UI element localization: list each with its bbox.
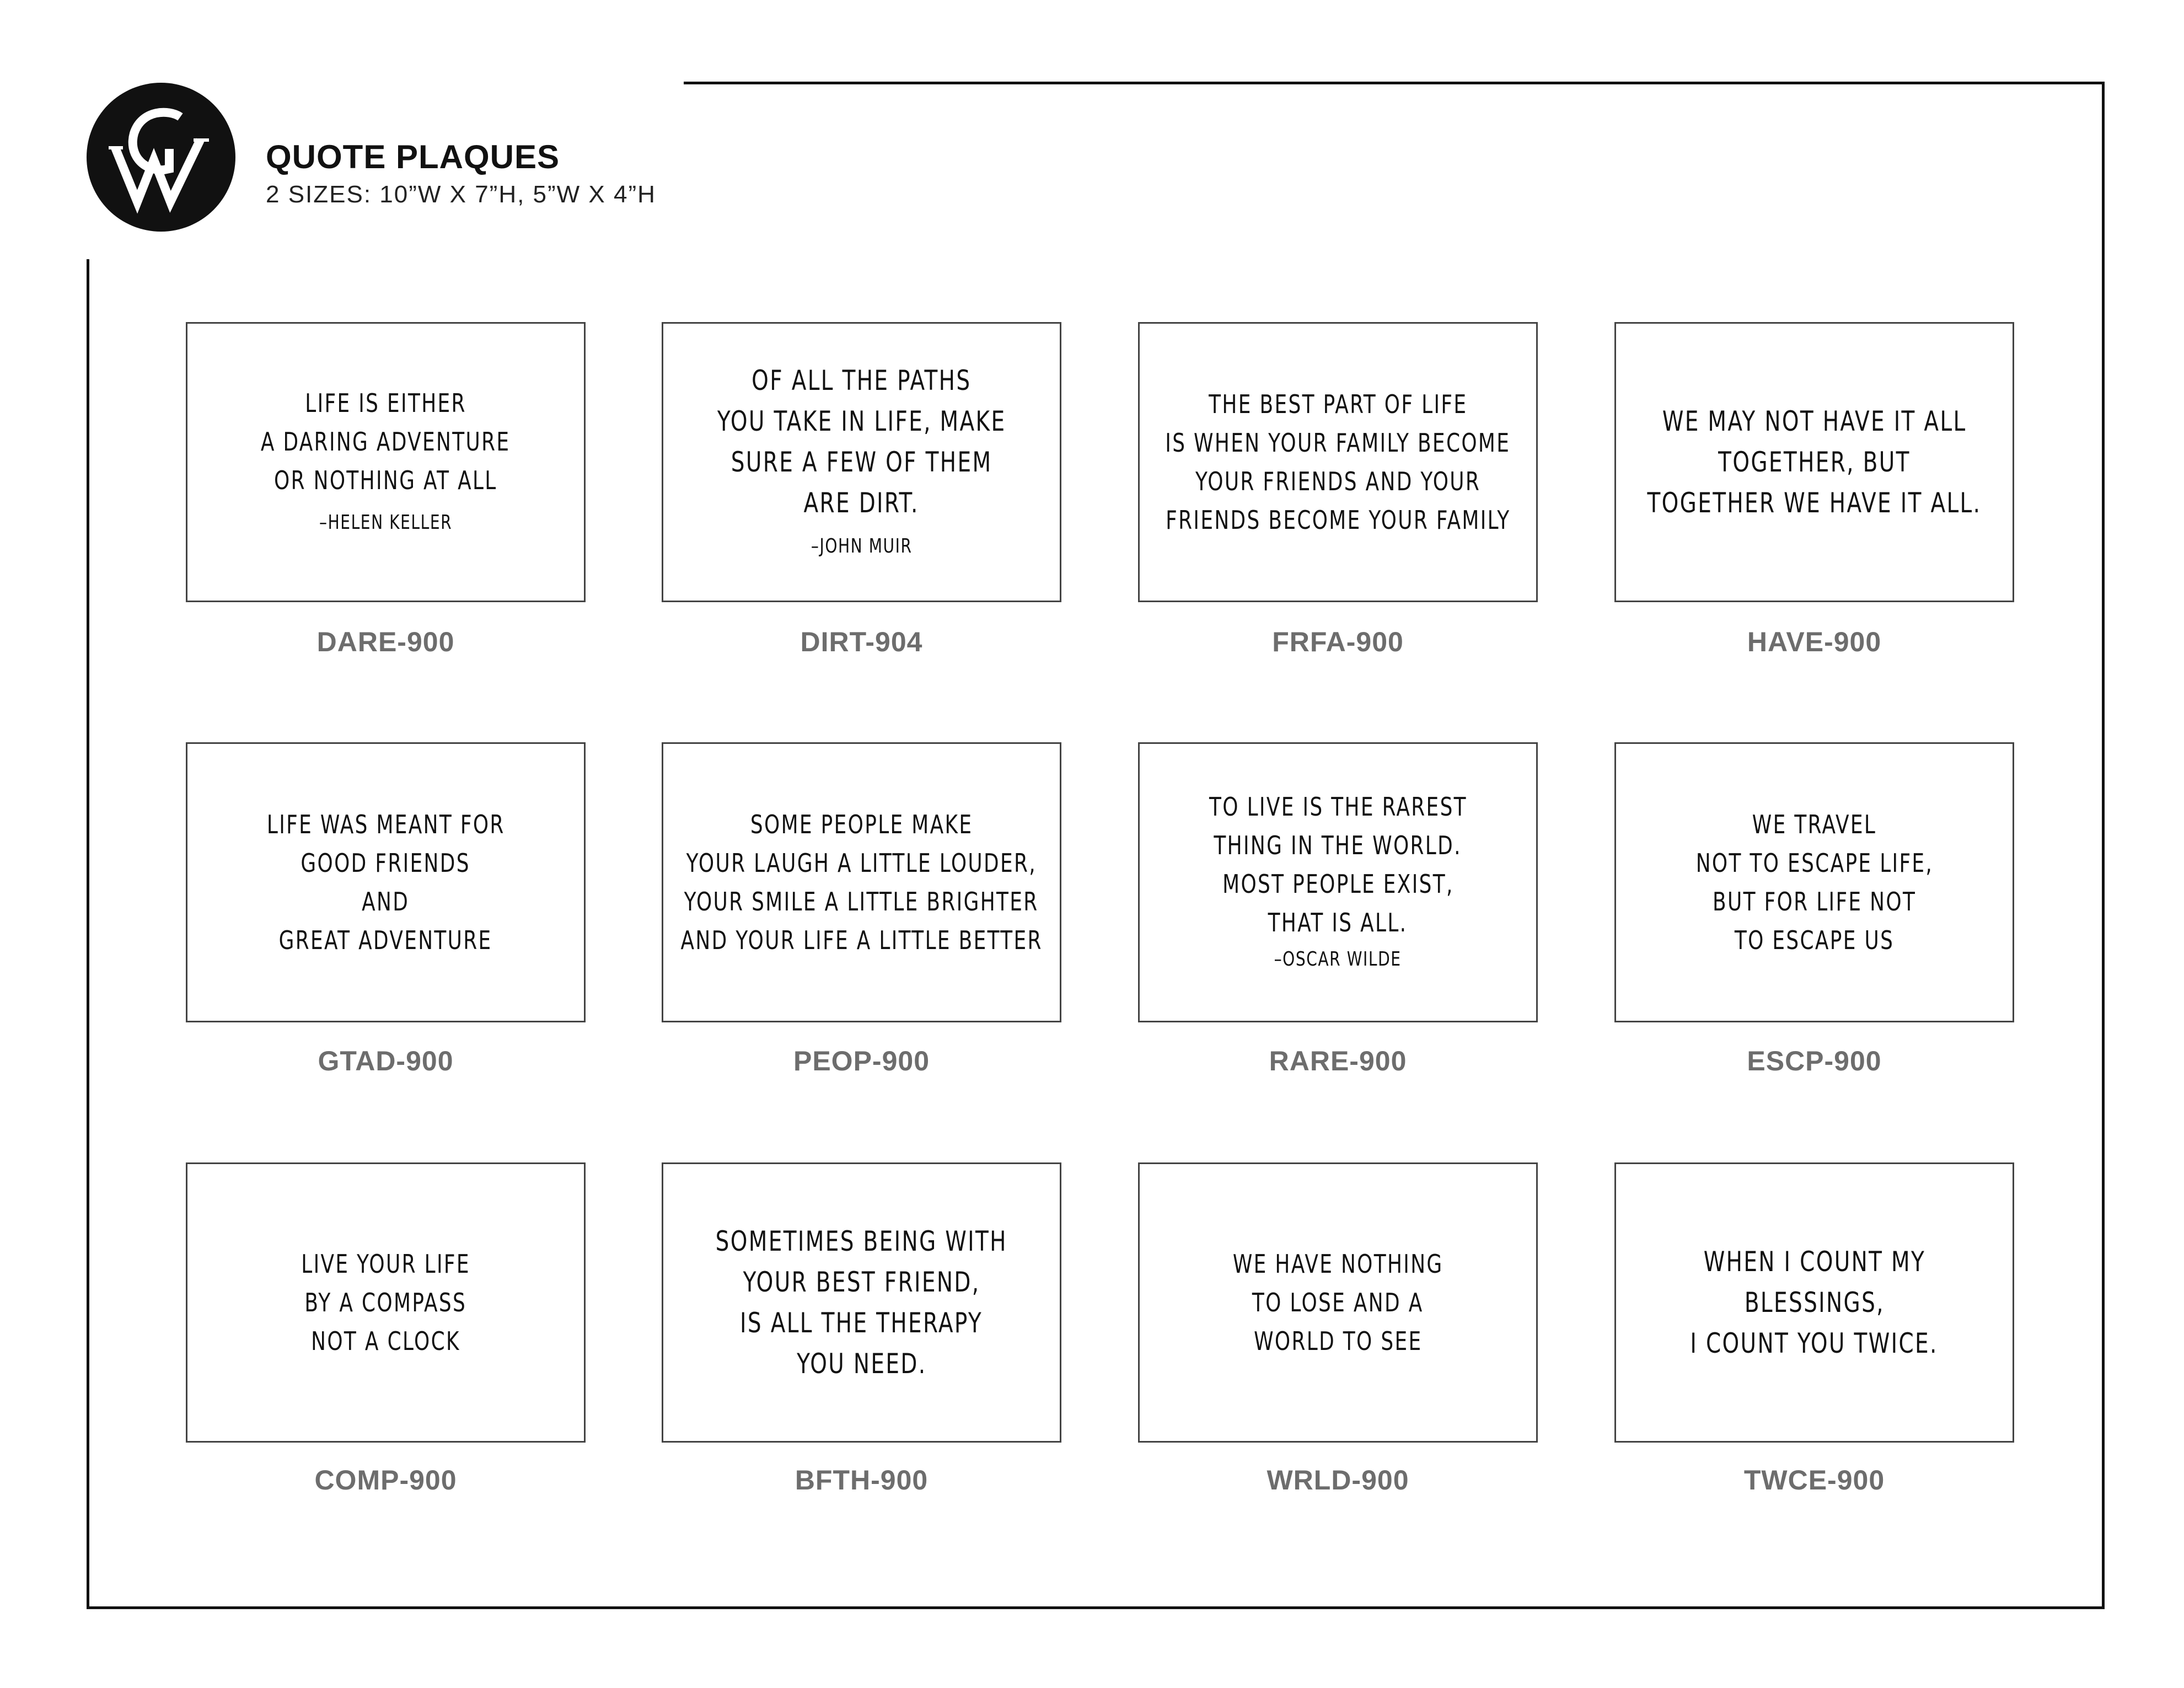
product-code: ESCP-900 xyxy=(1747,1046,1882,1076)
quote-line: OR NOTHING AT ALL xyxy=(274,465,497,495)
plaque-card xyxy=(662,1162,1061,1443)
quote-line: FRIENDS BECOME YOUR FAMILY xyxy=(1165,505,1511,535)
quote-line: WE HAVE NOTHING xyxy=(1232,1249,1444,1279)
product-code: RARE-900 xyxy=(1269,1046,1407,1076)
page-title: QUOTE PLAQUES xyxy=(266,138,560,175)
quote-line: YOUR BEST FRIEND, xyxy=(743,1266,980,1298)
quote-line: WORLD TO SEE xyxy=(1253,1326,1423,1356)
product-code: FRFA-900 xyxy=(1272,626,1404,657)
plaque-card xyxy=(1138,322,1538,602)
quote-line: LIFE WAS MEANT FOR xyxy=(266,810,505,839)
quote-line: SURE A FEW OF THEM xyxy=(731,446,992,478)
quote-line: GOOD FRIENDS xyxy=(300,848,471,878)
quote-line: IS WHEN YOUR FAMILY BECOME xyxy=(1165,428,1511,458)
quote-line: AND YOUR LIFE A LITTLE BETTER xyxy=(680,925,1043,955)
plaque-card xyxy=(186,322,586,602)
quote-attribution: –OSCAR WILDE xyxy=(1274,948,1402,971)
quote-line: BUT FOR LIFE NOT xyxy=(1712,887,1917,917)
product-code: PEOP-900 xyxy=(793,1046,930,1076)
product-code: BFTH-900 xyxy=(795,1465,929,1496)
quote-line: THE BEST PART OF LIFE xyxy=(1208,389,1468,419)
quote-line: YOU TAKE IN LIFE, MAKE xyxy=(717,405,1006,437)
plaque-card xyxy=(662,322,1061,602)
product-code: DIRT-904 xyxy=(800,626,923,657)
quote-line: GREAT ADVENTURE xyxy=(279,925,492,955)
gw-monogram-icon xyxy=(87,83,235,232)
quote-line: TO LIVE IS THE RAREST xyxy=(1209,792,1467,822)
product-code: COMP-900 xyxy=(314,1465,457,1496)
quote-line: OF ALL THE PATHS xyxy=(752,365,972,396)
quote-line: I COUNT YOU TWICE. xyxy=(1690,1327,1939,1359)
plaque-card xyxy=(1614,742,2014,1022)
quote-line: A DARING ADVENTURE xyxy=(261,427,511,457)
quote-line: IS ALL THE THERAPY xyxy=(740,1307,983,1339)
quote-line: LIVE YOUR LIFE xyxy=(301,1249,470,1279)
page-subtitle: 2 SIZES: 10”W X 7”H, 5”W X 4”H xyxy=(266,181,656,208)
quote-attribution: –JOHN MUIR xyxy=(811,535,913,558)
quote-line: AND xyxy=(362,887,410,917)
plaque-card xyxy=(1614,322,2014,602)
quote-line: MOST PEOPLE EXIST, xyxy=(1222,869,1454,899)
plaque-card xyxy=(1614,1162,2014,1443)
product-code: TWCE-900 xyxy=(1743,1465,1885,1496)
quote-line: TO LOSE AND A xyxy=(1252,1288,1424,1317)
quote-line: SOMETIMES BEING WITH xyxy=(715,1225,1008,1257)
quote-line: YOUR SMILE A LITTLE BRIGHTER xyxy=(684,887,1039,917)
quote-line: YOUR FRIENDS AND YOUR xyxy=(1195,467,1481,496)
quote-line: BLESSINGS, xyxy=(1744,1287,1885,1319)
plaque-card xyxy=(1138,742,1538,1022)
quote-line: NOT A CLOCK xyxy=(311,1326,460,1356)
quote-line: WHEN I COUNT MY xyxy=(1703,1246,1925,1278)
quote-line: YOU NEED. xyxy=(796,1348,927,1380)
plaque-card xyxy=(662,742,1061,1022)
quote-line: YOUR LAUGH A LITTLE LOUDER, xyxy=(686,848,1037,878)
product-code: GTAD-900 xyxy=(318,1046,454,1076)
plaque-card xyxy=(1138,1162,1538,1443)
product-code: DARE-900 xyxy=(316,626,455,657)
quote-line: TOGETHER WE HAVE IT ALL. xyxy=(1647,487,1982,519)
quote-line: THAT IS ALL. xyxy=(1268,908,1408,937)
quote-line: SOME PEOPLE MAKE xyxy=(750,810,973,839)
quote-line: WE TRAVEL xyxy=(1752,810,1877,839)
gw-logo xyxy=(87,83,235,232)
quote-line: ARE DIRT. xyxy=(803,487,920,519)
plaque-card xyxy=(186,1162,586,1443)
quote-line: TO ESCAPE US xyxy=(1734,925,1895,955)
quote-line: LIFE IS EITHER xyxy=(305,388,466,418)
quote-line: THING IN THE WORLD. xyxy=(1214,830,1462,860)
plaque-card xyxy=(186,742,586,1022)
quote-line: WE MAY NOT HAVE IT ALL xyxy=(1662,405,1967,437)
quote-line: BY A COMPASS xyxy=(304,1288,467,1317)
quote-line: NOT TO ESCAPE LIFE, xyxy=(1695,848,1933,878)
product-code: HAVE-900 xyxy=(1747,626,1882,657)
quote-attribution: –HELEN KELLER xyxy=(319,511,453,534)
quote-line: TOGETHER, BUT xyxy=(1718,446,1911,478)
product-code: WRLD-900 xyxy=(1267,1465,1409,1496)
